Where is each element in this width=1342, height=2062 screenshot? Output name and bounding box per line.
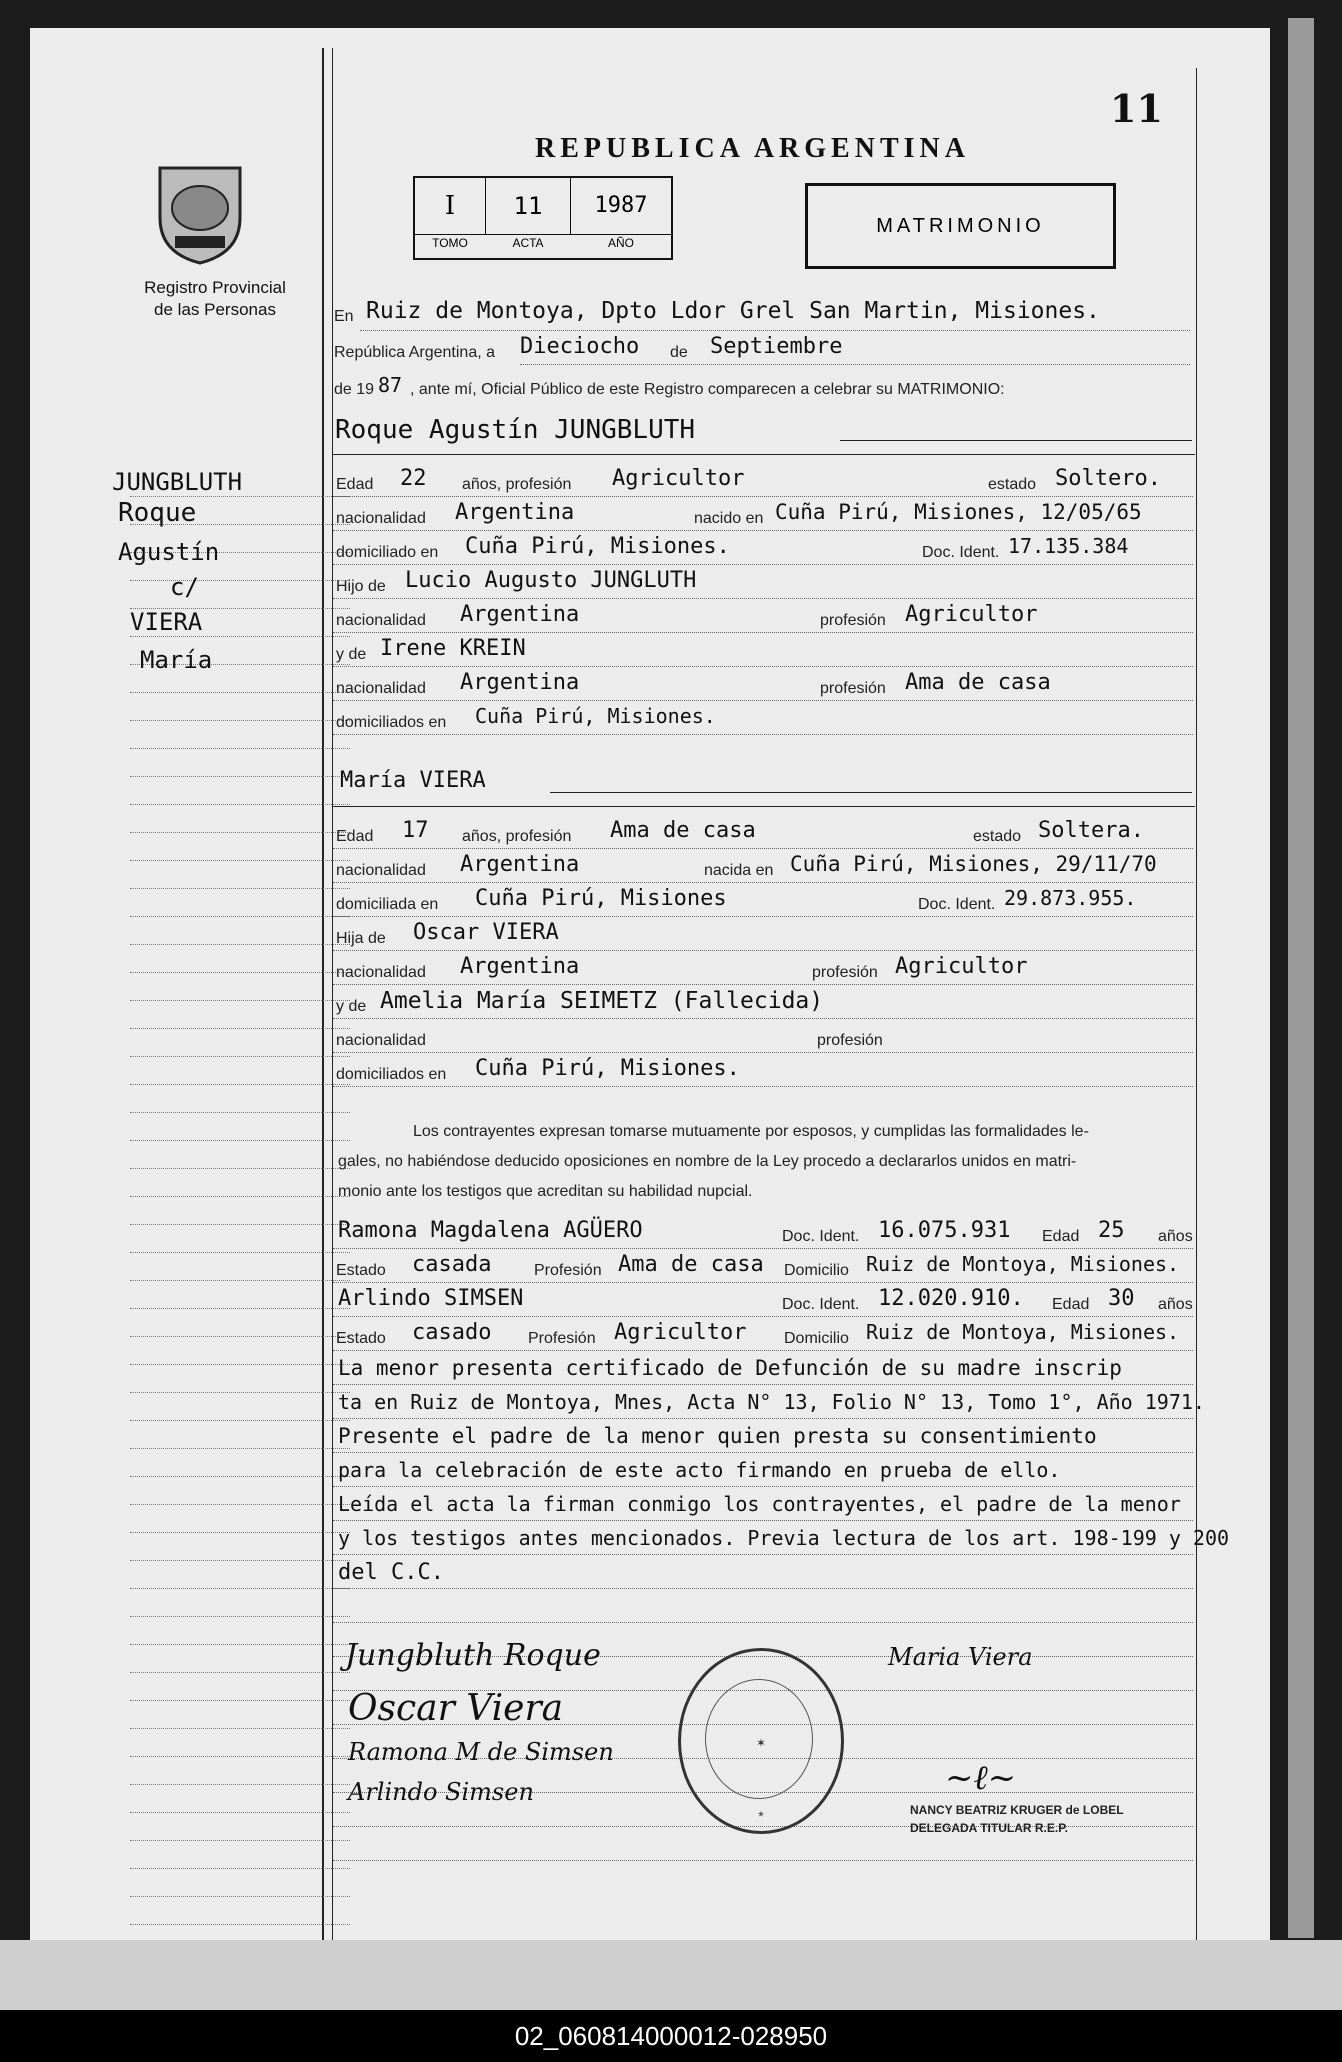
groom-dom-label: domiciliado en: [336, 544, 439, 561]
witness1-profession: Ama de casa: [618, 1252, 764, 1277]
bride-mother-nat-label: nacionalidad: [336, 1032, 426, 1049]
groom-mother-nat-label: nacionalidad: [336, 680, 426, 697]
agency-name-1: Registro Provincial: [144, 278, 286, 297]
record-number-box: [413, 176, 673, 260]
witness1-estado: casada: [412, 1252, 492, 1277]
witness1-anos-label: años: [1158, 1228, 1193, 1245]
agency-name-2: de las Personas: [154, 300, 276, 319]
witness2-prof-label: Profesión: [528, 1330, 596, 1347]
signature-bride-father: Oscar Viera: [348, 1688, 564, 1729]
en-label: En: [334, 308, 354, 325]
groom-nationality: Argentina: [455, 500, 575, 525]
bride-dom-label: domiciliada en: [336, 896, 439, 913]
groom-domicile: Cuña Pirú, Misiones.: [465, 534, 730, 559]
right-margin-line: [1196, 68, 1197, 1948]
bride-doc: 29.873.955.: [1004, 886, 1137, 910]
bride-name: María VIERA: [340, 768, 486, 793]
formula-line-1: Los contrayentes expresan tomarse mutuamente por esposos, y cumplidas las formalidades le-: [413, 1123, 1089, 1140]
witness2-doc-label: Doc. Ident.: [782, 1296, 860, 1313]
left-margin-line: [322, 48, 324, 1948]
groom-prof-label: años, profesión: [462, 476, 572, 493]
bride-estado: Soltera.: [1038, 818, 1144, 843]
bride-prof-label: años, profesión: [462, 828, 572, 845]
bride-age: 17: [402, 818, 429, 843]
groom-father-nationality: Argentina: [460, 602, 580, 627]
witness1-name: Ramona Magdalena AGÜERO: [338, 1218, 643, 1243]
groom-mother: Irene KREIN: [380, 636, 526, 661]
official-signature-mark: ~ℓ~: [945, 1758, 1017, 1798]
bride-hija-label: Hija de: [336, 930, 386, 947]
ceremony-year: 87: [378, 373, 403, 397]
groom-father: Lucio Augusto JUNGLUTH: [405, 568, 697, 593]
ceremony-place: Ruiz de Montoya, Dpto Ldor Grel San Martin, Misiones.: [366, 298, 1100, 324]
register-page: [30, 28, 1270, 1948]
bride-father-nationality: Argentina: [460, 954, 580, 979]
groom-hijo-label: Hijo de: [336, 578, 386, 595]
ceremony-month: Septiembre: [710, 334, 843, 359]
witness2-edad-label: Edad: [1052, 1296, 1090, 1313]
witness1-dom-label: Domicilio: [784, 1262, 849, 1279]
formula-line-2: gales, no habiéndose deducido oposiciones en nombre de la Ley procedo a declararlos unidos en matri-: [338, 1153, 1077, 1170]
note-line-3: Presente el padre de la menor quien presta su consentimiento: [338, 1424, 1097, 1448]
bride-doc-label: Doc. Ident.: [918, 896, 996, 913]
note-line-2: ta en Ruiz de Montoya, Mnes, Acta N° 13, Folio N° 13, Tomo 1°, Año 1971.: [338, 1390, 1205, 1414]
ano-label: AÑO: [607, 236, 634, 250]
official-title: DELEGADA TITULAR R.E.P.: [910, 1821, 1069, 1835]
bride-yde-label: y de: [336, 998, 367, 1015]
republica-label: República Argentina, a: [334, 344, 495, 361]
note-line-7: del C.C.: [338, 1560, 444, 1585]
groom-nacido-label: nacido en: [694, 510, 764, 527]
bride-domicile: Cuña Pirú, Misiones: [475, 886, 727, 911]
witness2-doc: 12.020.910.: [878, 1286, 1024, 1311]
witness1-estado-label: Estado: [336, 1262, 386, 1279]
acta-label: ACTA: [512, 236, 544, 250]
witness2-domicile: Ruiz de Montoya, Misiones.: [866, 1320, 1180, 1344]
ano-value: 1987: [571, 178, 671, 235]
note-line-1: La menor presenta certificado de Defunción de su madre inscrip: [338, 1356, 1122, 1380]
bride-parents-dom-label: domiciliados en: [336, 1066, 447, 1083]
bride-birth: Cuña Pirú, Misiones, 29/11/70: [790, 852, 1157, 876]
official-name: NANCY BEATRIZ KRUGER de LOBEL: [910, 1803, 1124, 1817]
binding-edge: [1288, 18, 1314, 1938]
witness2-anos-label: años: [1158, 1296, 1193, 1313]
bride-mother-prof-label: profesión: [817, 1032, 883, 1049]
bride-estado-label: estado: [973, 828, 1022, 845]
witness1-doc: 16.075.931: [878, 1218, 1011, 1243]
witness2-profession: Agricultor: [614, 1320, 747, 1345]
witness1-age: 25: [1098, 1218, 1125, 1243]
bride-nationality: Argentina: [460, 852, 580, 877]
bride-profession: Ama de casa: [610, 818, 756, 843]
bride-edad-label: Edad: [336, 828, 374, 845]
bride-nat-label: nacionalidad: [336, 862, 426, 879]
groom-father-prof-label: profesión: [820, 612, 886, 629]
act-type-box: [805, 183, 1116, 269]
note-line-5: Leída el acta la firman conmigo los contrayentes, el padre de la menor: [338, 1492, 1181, 1516]
bride-father-nat-label: nacionalidad: [336, 964, 426, 981]
witness1-prof-label: Profesión: [534, 1262, 602, 1279]
bride-father: Oscar VIERA: [413, 920, 559, 945]
groom-birth: Cuña Pirú, Misiones, 12/05/65: [775, 500, 1142, 524]
note-line-4: para la celebración de este acto firmando en prueba de ello.: [338, 1458, 1061, 1482]
margin-name2-groom: Agustín: [118, 538, 220, 566]
signature-witness1: Ramona M de Simsen: [348, 1738, 614, 1766]
groom-name: Roque Agustín JUNGBLUTH: [335, 415, 696, 445]
act-type: MATRIMONIO: [876, 215, 1045, 237]
bride-father-prof-label: profesión: [812, 964, 878, 981]
groom-parents-dom-label: domiciliados en: [336, 714, 447, 731]
scan-bottom-strip: [0, 1940, 1342, 2010]
groom-estado-label: estado: [988, 476, 1037, 493]
groom-yde-label: y de: [336, 646, 367, 663]
witness2-estado-label: Estado: [336, 1330, 386, 1347]
acta-value: 11: [486, 178, 571, 235]
groom-father-nat-label: nacionalidad: [336, 612, 426, 629]
page-number: 11: [1110, 86, 1163, 131]
margin-surname-groom: JUNGBLUTH: [112, 468, 243, 496]
year-prefix: de 19: [334, 381, 375, 398]
ceremony-day: Dieciocho: [520, 334, 640, 359]
witness2-name: Arlindo SIMSEN: [338, 1286, 524, 1311]
de-label: de: [670, 344, 688, 361]
groom-mother-prof-label: profesión: [820, 680, 886, 697]
groom-doc: 17.135.384: [1008, 534, 1129, 558]
margin-con: c/: [170, 573, 199, 601]
country-title: REPUBLICA ARGENTINA: [535, 133, 970, 164]
groom-estado: Soltero.: [1055, 466, 1161, 491]
content-left-line: [332, 48, 333, 1948]
formula-line-3: monio ante los testigos que acreditan su habilidad nupcial.: [338, 1183, 753, 1200]
groom-nat-label: nacionalidad: [336, 510, 426, 527]
groom-mother-profession: Ama de casa: [905, 670, 1051, 695]
margin-surname-bride: VIERA: [130, 608, 203, 636]
groom-doc-label: Doc. Ident.: [922, 544, 1000, 561]
groom-profession: Agricultor: [612, 466, 745, 491]
witness2-dom-label: Domicilio: [784, 1330, 849, 1347]
margin-name-groom: Roque: [118, 498, 197, 528]
witness1-domicile: Ruiz de Montoya, Misiones.: [866, 1252, 1180, 1276]
bride-parents-domicile: Cuña Pirú, Misiones.: [475, 1056, 740, 1081]
bride-nacida-label: nacida en: [704, 862, 774, 879]
margin-name-bride: María: [140, 646, 213, 674]
signature-witness2: Arlindo Simsen: [348, 1778, 534, 1806]
appearance-statement: , ante mí, Oficial Público de este Registro comparecen a celebrar su MATRIMONIO:: [410, 381, 1005, 398]
coat-of-arms-logo: [150, 158, 250, 268]
note-line-6: y los testigos antes mencionados. Previa lectura de los art. 198-199 y 200: [338, 1526, 1230, 1550]
groom-edad-label: Edad: [336, 476, 374, 493]
witness1-doc-label: Doc. Ident.: [782, 1228, 860, 1245]
groom-mother-nationality: Argentina: [460, 670, 580, 695]
groom-father-profession: Agricultor: [905, 602, 1038, 627]
bride-mother: Amelia María SEIMETZ (Fallecida): [380, 988, 824, 1014]
signature-bride: Maria Viera: [888, 1643, 1033, 1671]
tomo-label: TOMO: [432, 236, 468, 250]
svg-text:✶: ✶: [755, 1736, 767, 1750]
witness2-estado: casado: [412, 1320, 492, 1345]
tomo-value: I: [415, 178, 486, 235]
witness2-age: 30: [1108, 1286, 1135, 1311]
signature-groom: Jungbluth Roque: [345, 1638, 601, 1673]
official-seal: [678, 1648, 844, 1834]
bride-father-profession: Agricultor: [895, 954, 1028, 979]
groom-parents-domicile: Cuña Pirú, Misiones.: [475, 704, 716, 728]
svg-text:*: *: [758, 1808, 764, 1824]
witness1-edad-label: Edad: [1042, 1228, 1080, 1245]
groom-age: 22: [400, 466, 427, 491]
scan-id: 02_060814000012-028950: [0, 2010, 1342, 2062]
